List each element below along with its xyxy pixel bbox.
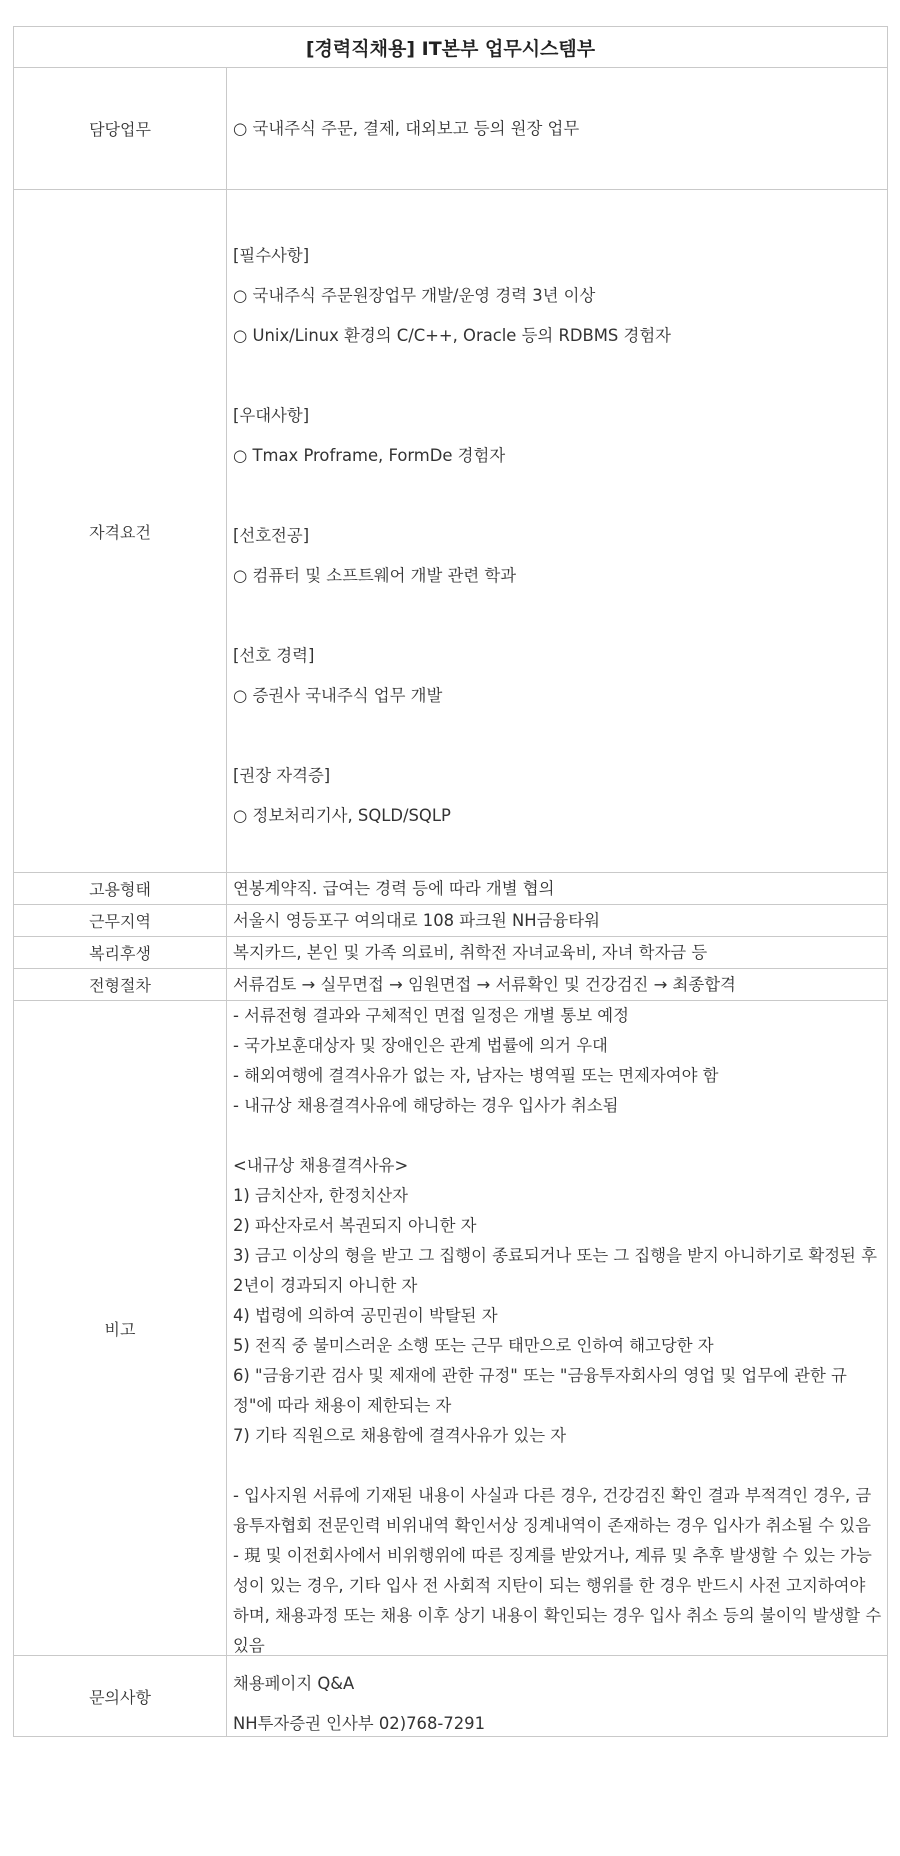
- notes-row: [14, 1001, 887, 1656]
- closing-note: - 現 및 이전회사에서 비위행위에 따른 징계를 받았거나, 계류 및 추후 발생할 수 있는 가능성이 있는 경우, 기타 입사 전 사회적 지탄이 되는 행위를 한 경우 반드시 사전 고지하여야 하며, 채용과정 또는 채용 이후 상기 내용이 확인되는 경우 입사 취소 등의 불이익 발생할 수 있음: [233, 1546, 882, 1655]
- disqualification-item: 2) 파산자로서 복권되지 아니한 자: [233, 1216, 477, 1235]
- qual-heading: [권장 자격증]: [233, 766, 331, 785]
- notes-label: 비고: [14, 1001, 227, 1655]
- welfare-text: 복지카드, 본인 및 가족 의료비, 취학전 자녀교육비, 자녀 학자금 등: [233, 942, 708, 962]
- qualification-label: 자격요건: [14, 190, 227, 872]
- duty-text: ○ 국내주식 주문, 결제, 대외보고 등의 원장 업무: [233, 118, 580, 138]
- qual-item: ○ 컴퓨터 및 소프트웨어 개발 관련 학과: [233, 566, 517, 585]
- job-posting-table: [13, 26, 888, 1737]
- qual-item: ○ 증권사 국내주식 업무 개발: [233, 686, 443, 705]
- duty-label: 담당업무: [14, 68, 227, 189]
- process-label: 전형절차: [14, 969, 227, 1000]
- qual-heading: [선호 경력]: [233, 646, 315, 665]
- qualification-row: [14, 190, 887, 873]
- location-label: 근무지역: [14, 905, 227, 936]
- employment-label: 고용형태: [14, 873, 227, 904]
- qual-heading: [우대사항]: [233, 406, 310, 425]
- process-row: [14, 969, 887, 1001]
- disqualification-item: 5) 전직 중 불미스러운 소행 또는 근무 태만으로 인하여 해고당한 자: [233, 1336, 714, 1355]
- qual-group-career: [233, 636, 883, 716]
- qualification-content: [227, 190, 887, 872]
- contact-line: NH투자증권 인사부 02)768-7291: [233, 1714, 486, 1733]
- closing-note: - 입사지원 서류에 기재된 내용이 사실과 다른 경우, 건강검진 확인 결과 부적격인 경우, 금융투자협회 전문인력 비위내역 확인서상 징계내역이 존재하는 경우 입사가 취소될 수 있음: [233, 1486, 872, 1535]
- qual-item: ○ 국내주식 주문원장업무 개발/운영 경력 3년 이상: [233, 286, 596, 305]
- qual-group-required: [233, 236, 883, 356]
- qual-item: ○ 정보처리기사, SQLD/SQLP: [233, 806, 451, 825]
- employment-text: 연봉계약직. 급여는 경력 등에 따라 개별 협의: [233, 878, 555, 898]
- disqualification-item: 3) 금고 이상의 형을 받고 그 집행이 종료되거나 또는 그 집행을 받지 아니하기로 확정된 후 2년이 경과되지 아니한 자: [233, 1246, 877, 1295]
- note-line: - 국가보훈대상자 및 장애인은 관계 법률에 의거 우대: [233, 1036, 608, 1055]
- qual-heading: [선호전공]: [233, 526, 310, 545]
- disqualification-item: 6) "금융기관 검사 및 제재에 관한 규정" 또는 "금융투자회사의 영업 및 업무에 관한 규정"에 따라 채용이 제한되는 자: [233, 1366, 847, 1415]
- posting-title: [경력직채용] IT본부 업무시스템부: [14, 27, 887, 68]
- location-text: 서울시 영등포구 여의대로 108 파크원 NH금융타워: [233, 910, 600, 930]
- contact-label: 문의사항: [14, 1656, 227, 1736]
- qual-group-certificate: [233, 756, 883, 836]
- duty-content: [227, 68, 887, 189]
- disqualification-item: 4) 법령에 의하여 공민권이 박탈된 자: [233, 1306, 498, 1325]
- employment-row: [14, 873, 887, 905]
- note-line: - 서류전형 결과와 구체적인 면접 일정은 개별 통보 예정: [233, 1006, 629, 1025]
- welfare-row: [14, 937, 887, 969]
- process-text: 서류검토 → 실무면접 → 임원면접 → 서류확인 및 건강검진 → 최종합격: [233, 974, 736, 994]
- note-line: - 해외여행에 결격사유가 없는 자, 남자는 병역필 또는 면제자여야 함: [233, 1066, 719, 1085]
- location-row: [14, 905, 887, 937]
- welfare-label: 복리후생: [14, 937, 227, 968]
- qual-item: ○ Unix/Linux 환경의 C/C++, Oracle 등의 RDBMS 경험자: [233, 326, 671, 345]
- disqualification-item: 7) 기타 직원으로 채용함에 결격사유가 있는 자: [233, 1426, 567, 1445]
- disqualification-heading: <내규상 채용결격사유>: [233, 1156, 409, 1175]
- disqualification-item: 1) 금치산자, 한정치산자: [233, 1186, 408, 1205]
- qual-item: ○ Tmax Proframe, FormDe 경험자: [233, 446, 506, 465]
- contact-row: [14, 1656, 887, 1736]
- qual-group-major: [233, 516, 883, 596]
- qual-heading: [필수사항]: [233, 246, 310, 265]
- contact-content: [227, 1656, 887, 1736]
- contact-line: 채용페이지 Q&A: [233, 1674, 355, 1693]
- duty-row: [14, 68, 887, 190]
- notes-content: [227, 1001, 887, 1655]
- qual-group-preferred: [233, 396, 883, 476]
- note-line: - 내규상 채용결격사유에 해당하는 경우 입사가 취소됨: [233, 1096, 619, 1115]
